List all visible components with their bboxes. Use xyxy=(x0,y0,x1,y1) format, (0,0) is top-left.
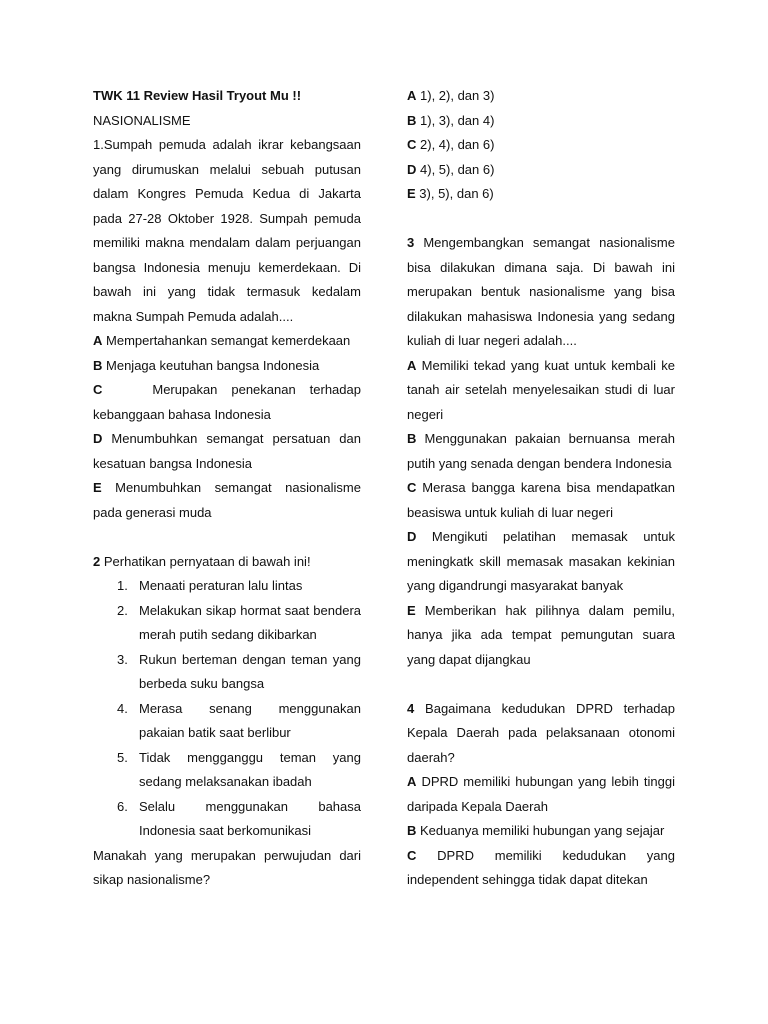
option-text: Merasa bangga karena bisa mendapatkan beasiswa untuk kuliah di luar negeri xyxy=(407,480,675,520)
q1-stem: 1.Sumpah pemuda adalah ikrar kebangsaan yang dirumuskan melalui sebuah putusan dalam Kongres Pemuda Kedua di Jakarta pada 27-28 Oktober 1928. Sumpah pemuda memiliki makna mendalam dalam perjuangan bangsa Indonesia menuju kemerdekaan. Di bawah ini yang tidak termasuk kedalam makna Sumpah Pemuda adalah.... xyxy=(93,137,361,324)
q2-option-b xyxy=(407,109,675,134)
question-text: Bagaimana kedudukan DPRD terhadap Kepala Daerah pada pelaksanaan otonomi daerah? xyxy=(407,700,675,765)
option-text: Memiliki tekad yang kuat untuk kembali ke tanah air setelah menyelesaikan studi di luar negeri xyxy=(407,357,675,422)
option-letter: D xyxy=(93,431,103,446)
right-column xyxy=(407,84,675,893)
option-text: DPRD memiliki hubungan yang lebih tinggi daripada Kepala Daerah xyxy=(407,774,675,814)
list-item xyxy=(93,697,361,746)
list-text: Rukun berteman dengan teman yang berbeda suku bangsa xyxy=(139,651,361,691)
option-letter: C xyxy=(407,847,417,863)
document-title: TWK 11 Review Hasil Tryout Mu !! xyxy=(93,88,302,103)
option-text: Mempertahankan semangat kemerdekaan xyxy=(106,333,351,348)
question-number: 3 xyxy=(407,235,415,250)
list-text: Merasa senang menggunakan pakaian batik saat berlibur xyxy=(139,700,361,740)
list-item xyxy=(93,795,361,844)
section-heading: NASIONALISME xyxy=(93,112,191,128)
q4-option-a xyxy=(407,770,675,819)
option-letter: E xyxy=(407,186,416,201)
q1-option-d xyxy=(93,427,361,476)
q3-option-a xyxy=(407,354,675,428)
q1-option-b xyxy=(93,354,361,379)
option-letter: C xyxy=(407,137,417,152)
spacer xyxy=(93,525,361,550)
list-text: Tidak mengganggu teman yang sedang melaksanakan ibadah xyxy=(139,749,361,789)
list-number: 2. xyxy=(117,602,128,618)
spacer xyxy=(407,672,675,697)
option-letter: C xyxy=(407,480,417,495)
question-number: 2 xyxy=(93,553,101,569)
list-number: 5. xyxy=(117,749,128,765)
q3-option-c xyxy=(407,476,675,525)
q3-stem xyxy=(407,231,675,354)
option-text: Mengikuti pelatihan memasak untuk meningkatk skill memasak masakan kekinian yang digandrungi masyarakat banyak xyxy=(407,529,675,593)
option-text: Menggunakan pakaian bernuansa merah putih yang senada dengan bendera Indonesia xyxy=(407,431,675,471)
list-item xyxy=(93,648,361,697)
q1-option-c xyxy=(93,378,361,427)
list-number: 6. xyxy=(117,798,128,814)
q4-option-b xyxy=(407,819,675,844)
option-letter: D xyxy=(407,161,417,177)
q3-option-b xyxy=(407,427,675,476)
spacer xyxy=(407,207,675,232)
option-text: Memberikan hak pilihnya dalam pemilu, hanya jika ada tempat pemungutan suara yang dapat dijangkau xyxy=(407,602,675,667)
q4-option-c xyxy=(407,844,675,893)
option-letter: A xyxy=(93,333,103,348)
q2-option-d xyxy=(407,158,675,183)
option-letter: B xyxy=(407,112,417,128)
option-text: 1), 3), dan 4) xyxy=(420,112,495,128)
option-letter: A xyxy=(407,774,417,789)
option-letter: B xyxy=(407,823,417,838)
list-item xyxy=(93,574,361,599)
q2-statement-list xyxy=(93,574,361,844)
left-column xyxy=(93,84,361,893)
option-letter: E xyxy=(93,480,102,495)
q1-option-a xyxy=(93,329,361,354)
question-text: Mengembangkan semangat nasionalisme bisa dilakukan dimana saja. Di bawah ini merupakan bentuk nasionalisme yang bisa dilakukan mahasiswa Indonesia yang sedang kuliah di luar negeri adalah.... xyxy=(407,235,675,348)
list-item xyxy=(93,599,361,648)
option-letter: C xyxy=(93,382,103,397)
option-text: 3), 5), dan 6) xyxy=(419,186,494,201)
list-number: 1. xyxy=(117,578,128,593)
q1-option-e xyxy=(93,476,361,525)
option-text: DPRD memiliki kedudukan yang independent sehingga tidak dapat ditekan xyxy=(407,847,675,887)
list-number: 4. xyxy=(117,700,128,716)
question-text: Perhatikan pernyataan di bawah ini! xyxy=(103,553,311,569)
list-item xyxy=(93,746,361,795)
option-text: 1), 2), dan 3) xyxy=(420,88,495,103)
q3-option-e xyxy=(407,599,675,673)
option-text: Keduanya memiliki hubungan yang sejajar xyxy=(420,823,665,838)
q2-stem xyxy=(93,550,361,575)
option-letter: B xyxy=(93,357,103,373)
q2-option-e xyxy=(407,182,675,207)
list-number: 3. xyxy=(117,651,128,667)
option-letter: E xyxy=(407,602,416,618)
q2-option-a xyxy=(407,84,675,109)
list-text: Melakukan sikap hormat saat bendera merah putih sedang dikibarkan xyxy=(139,602,361,642)
q2-question: Manakah yang merupakan perwujudan dari sikap nasionalisme? xyxy=(93,847,361,887)
question-number: 4 xyxy=(407,700,415,716)
option-text: Menjaga keutuhan bangsa Indonesia xyxy=(106,357,320,373)
option-letter: A xyxy=(407,357,417,373)
list-text: Menaati peraturan lalu lintas xyxy=(139,578,303,593)
list-text: Selalu menggunakan bahasa Indonesia saat berkomunikasi xyxy=(139,798,361,838)
option-text: 2), 4), dan 6) xyxy=(420,137,495,152)
option-letter: B xyxy=(407,431,417,446)
q3-option-d xyxy=(407,525,675,599)
q4-stem xyxy=(407,697,675,771)
option-letter: A xyxy=(407,88,417,103)
option-text: Menumbuhkan semangat persatuan dan kesatuan bangsa Indonesia xyxy=(93,431,361,471)
option-text: Menumbuhkan semangat nasionalisme pada generasi muda xyxy=(93,480,361,520)
option-letter: D xyxy=(407,529,417,544)
q2-option-c xyxy=(407,133,675,158)
option-text: Merupakan penekanan terhadap kebanggaan bahasa Indonesia xyxy=(93,382,361,422)
option-text: 4), 5), dan 6) xyxy=(420,161,495,177)
